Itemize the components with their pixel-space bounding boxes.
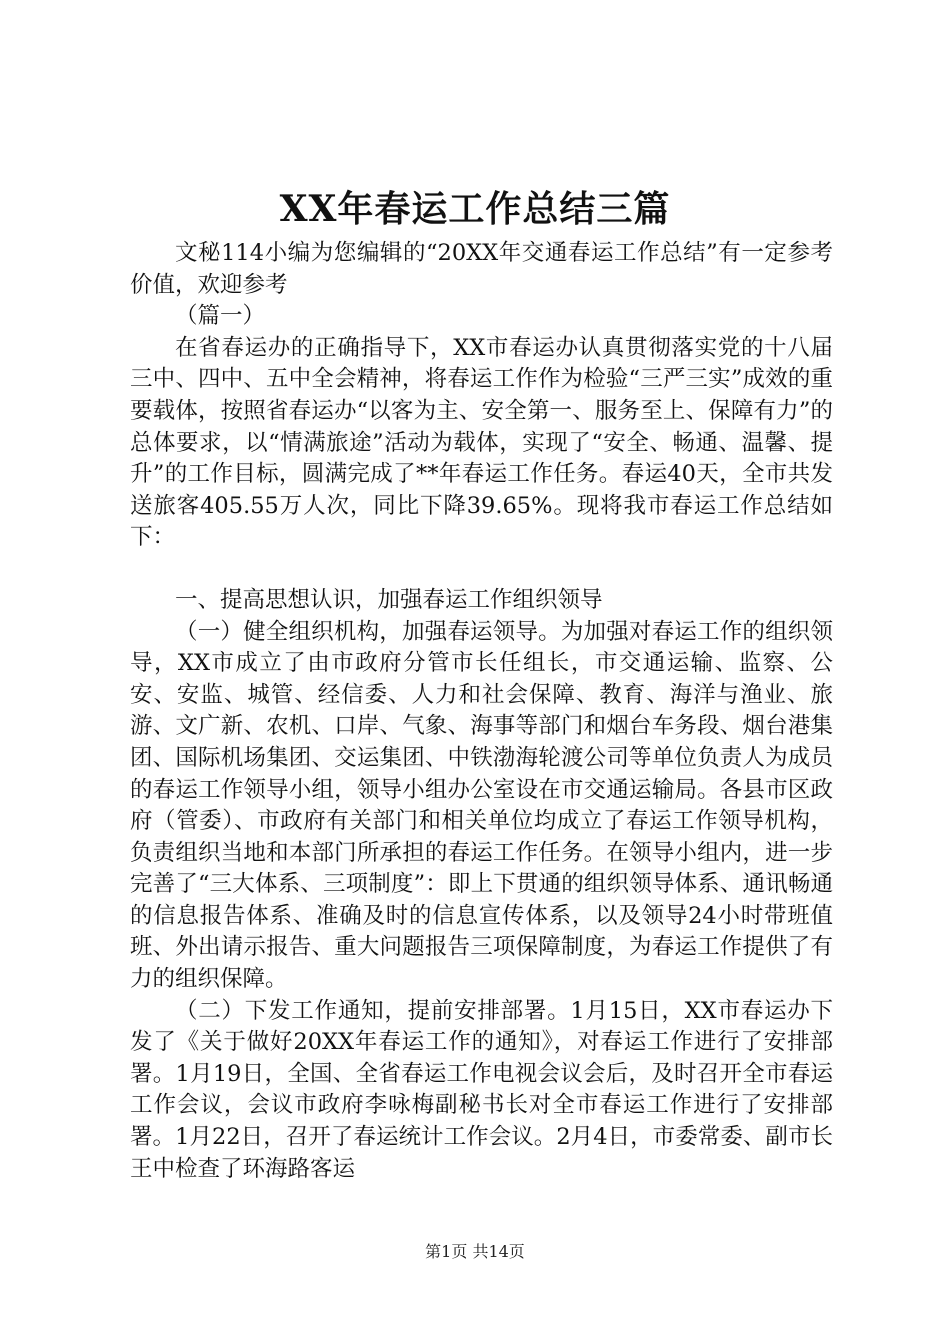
body-paragraph: （二）下发工作通知，提前安排部署。1月15日，XX市春运办下发了《关于做好20XX年春运工作的通知》，对春运工作进行了安排部署。1月19日，全国、全省春运工作电视会议会后，及时召开全市春运工作会议，会议市政府李咏梅副秘书长对全市春运工作进行了安排部署。1月22日，召开了春运统计工作会议。2月4日，市委常委、副市长王中检查了环海路客运 (130, 997, 833, 1182)
intro-paragraph: 文秘114小编为您编辑的“20XX年交通春运工作总结”有一定参考价值，欢迎参考 (130, 240, 833, 298)
document-body (130, 238, 833, 1185)
body-paragraph: （一）健全组织机构，加强春运领导。为加强对春运工作的组织领导，XX市成立了由市政府分管市长任组长，市交通运输、监察、公安、安监、城管、经信委、人力和社会保障、教育、海洋与渔业、旅游、文广新、农机、口岸、气象、海事等部门和烟台车务段、烟台港集团、国际机场集团、交运集团、中铁渤海轮渡公司等单位负责人为成员的春运工作领导小组，领导小组办公室设在市交通运输局。各县市区政府（管委）、市政府有关部门和相关单位均成立了春运工作领导机构，负责组织当地和本部门所承担的春运工作任务。在领导小组内，进一步完善了“三大体系、三项制度”：即上下贯通的组织领导体系、通讯畅通的信息报告体系、准确及时的信息宣传体系，以及领导24小时带班值班、外出请示报告、重大问题报告三项保障制度，为春运工作提供了有力的组织保障。 (130, 618, 833, 993)
part-heading: （篇一） (175, 303, 266, 330)
summary-paragraph: 在省春运办的正确指导下，XX市春运办认真贯彻落实党的十八届三中、四中、五中全会精神，将春运工作作为检验“三严三实”成效的重要载体，按照省春运办“以客为主、安全第一、服务至上、保障有力”的总体要求，以“情满旅途”活动为载体，实现了“安全、畅通、温馨、提升”的工作目标，圆满完成了**年春运工作任务。春运40天，全市共发送旅客405.55万人次，同比下降39.65%。现将我市春运工作总结如下： (130, 334, 833, 551)
document-title: XX年春运工作总结三篇 (279, 188, 671, 230)
section-heading: 一、提高思想认识，加强春运工作组织领导 (175, 586, 603, 613)
page-number-footer: 第1页 共14页 (425, 1242, 525, 1261)
